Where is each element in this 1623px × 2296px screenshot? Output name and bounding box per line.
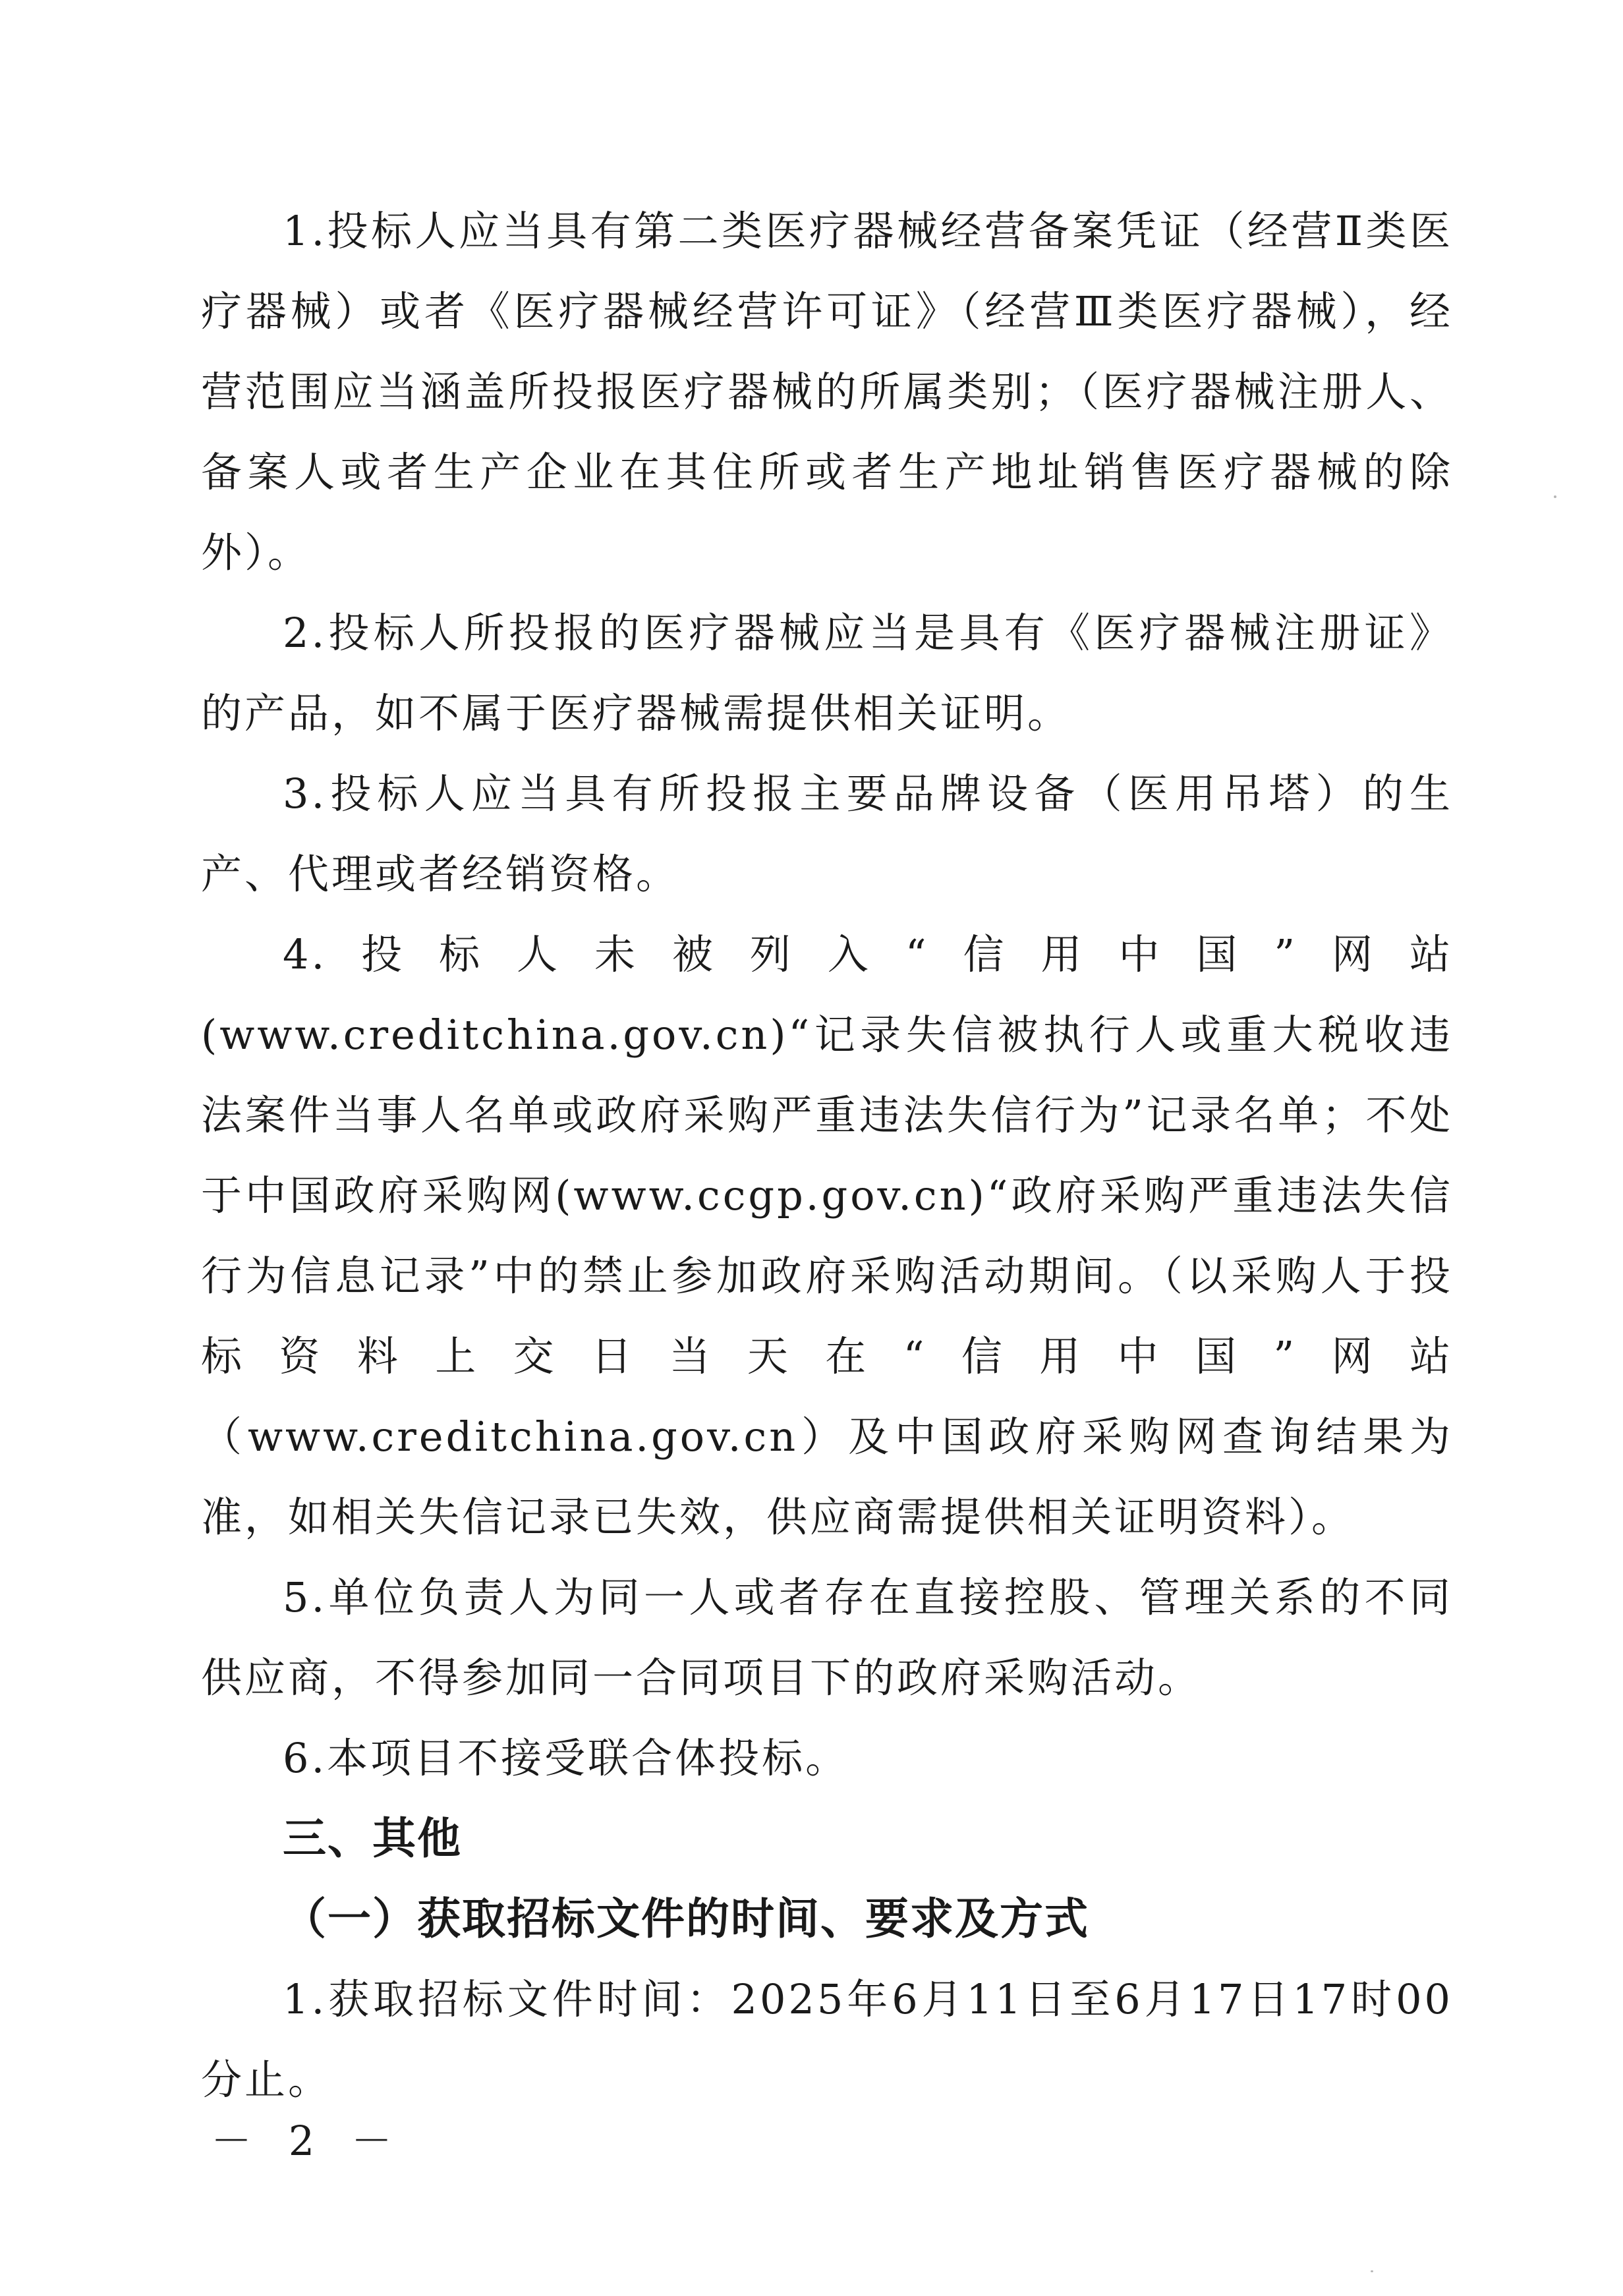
requirement-paragraph-6: 6.本项目不接受联合体投标。 xyxy=(283,1734,849,1782)
time-paragraph: 1.获取招标文件时间：2025年6月11日至6月17日17时00分止。 xyxy=(201,1975,1453,2104)
scan-speck xyxy=(1371,2270,1373,2272)
requirement-paragraph-5: 5.单位负责人为同一人或者存在直接控股、管理关系的不同供应商，不得参加同一合同项目下的政府采购活动。 xyxy=(201,1573,1453,1702)
page-number: － 2 － xyxy=(211,2117,404,2165)
subsection-heading: （一）获取招标文件的时间、要求及方式 xyxy=(283,1893,1089,1944)
section-heading: 三、其他 xyxy=(283,1813,462,1864)
requirement-paragraph-4: 4.投标人未被列入“信用中国”网站(www.creditchina.gov.cn)“记录失信被执行人或重大税收违法案件当事人名单或政府采购严重违法失信行为”记录名单；不处于中国政府采购网(www.ccgp.gov.cn)“政府采购严重违法失信行为信息记录”中的禁止参加政府采购活动期间。（以采购人于投标资料上交日当天在“信用中国”网站（www.creditchina.gov.cn）及中国政府采购网查询结果为准，如相关失信记录已失效，供应商需提供相关证明资料）。 xyxy=(201,930,1453,1541)
requirement-paragraph-2: 2.投标人所投报的医疗器械应当是具有《医疗器械注册证》的产品，如不属于医疗器械需提供相关证明。 xyxy=(201,609,1453,737)
scan-speck xyxy=(1554,495,1556,498)
requirement-paragraph-3: 3.投标人应当具有所投报主要品牌设备（医用吊塔）的生产、代理或者经销资格。 xyxy=(201,770,1453,898)
document-body xyxy=(201,191,1453,2120)
requirement-paragraph-1: 1.投标人应当具有第二类医疗器械经营备案凭证（经营Ⅱ类医疗器械）或者《医疗器械经营许可证》（经营Ⅲ类医疗器械），经营范围应当涵盖所投报医疗器械的所属类别；（医疗器械注册人、备案人或者生产企业在其住所或者生产地址销售医疗器械的除外）。 xyxy=(201,207,1453,576)
